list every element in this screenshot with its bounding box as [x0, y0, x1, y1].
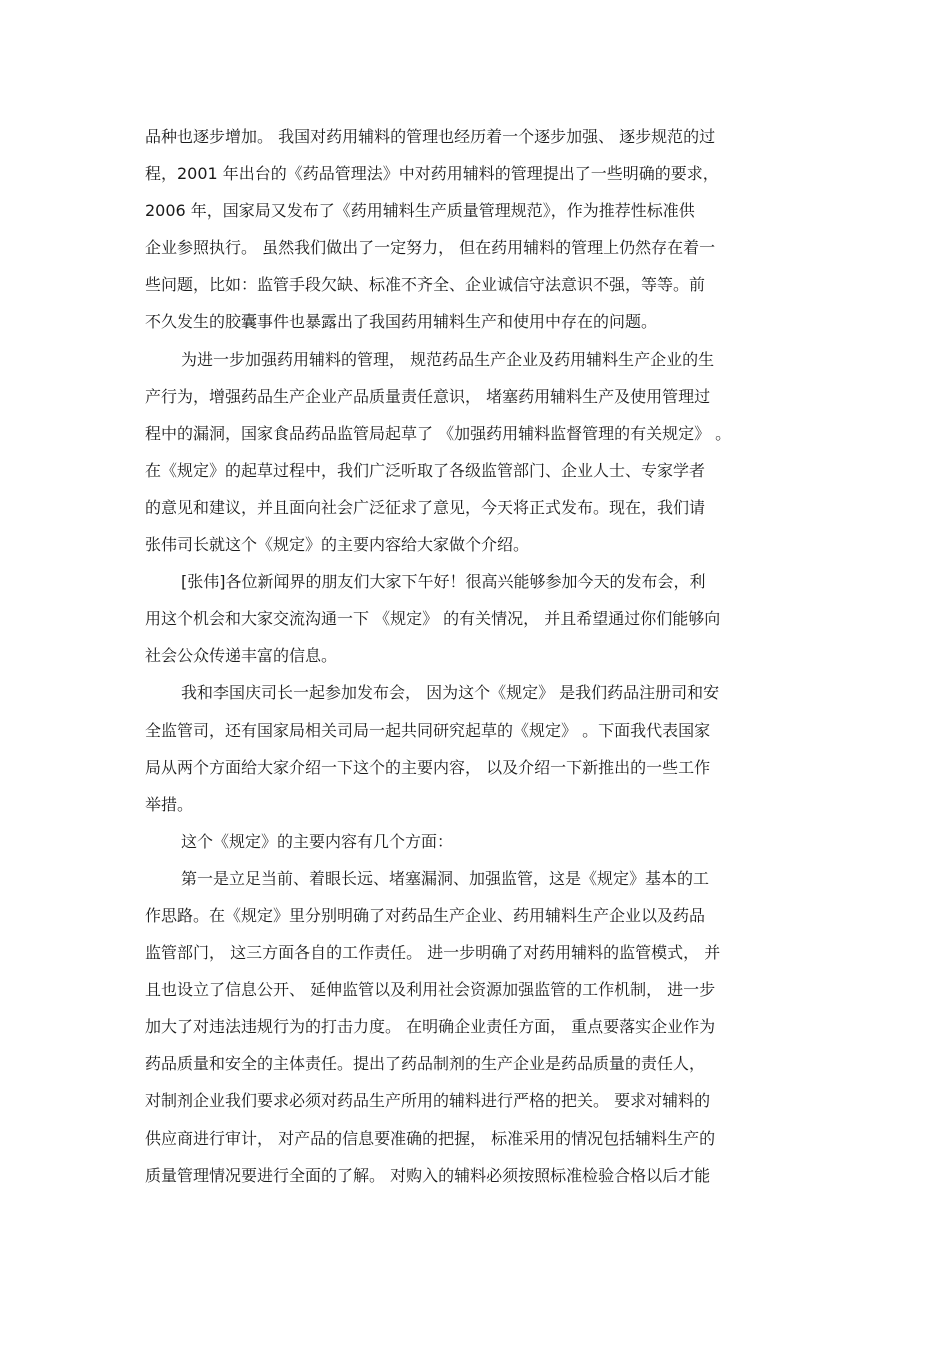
text-line: 对制剂企业我们要求必须对药品生产所用的辅料进行严格的把关。 要求对辅料的 — [145, 1091, 711, 1111]
text-line: 企业参照执行。 虽然我们做出了一定努力， 但在药用辅料的管理上仍然存在着一 — [145, 238, 716, 258]
text-line: 作思路。在《规定》里分别明确了对药品生产企业、药用辅料生产企业以及药品 — [145, 905, 706, 925]
text-line: 质量管理情况要进行全面的了解。 对购入的辅料必须按照标准检验合格以后才能 — [145, 1165, 711, 1185]
text-line: 程，2001 年出台的《药品管理法》中对药用辅料的管理提出了一些明确的要求， — [145, 164, 719, 184]
text-line: 全监管司，还有国家局相关司局一起共同研究起草的《规定》 。下面我代表国家 — [145, 720, 711, 740]
text-line: 不久发生的胶囊事件也暴露出了我国药用辅料生产和使用中存在的问题。 — [145, 312, 658, 332]
text-line: [张伟]各位新闻界的朋友们大家下午好！很高兴能够参加今天的发布会，利 — [181, 572, 706, 592]
text-line: 监管部门， 这三方面各自的工作责任。 进一步明确了对药用辅料的监管模式， 并 — [145, 943, 721, 963]
text-line: 供应商进行审计， 对产品的信息要准确的把握， 标准采用的情况包括辅料生产的 — [145, 1128, 716, 1148]
text-line: 张伟司长就这个《规定》的主要内容给大家做个介绍。 — [145, 535, 530, 555]
text-line: 举措。 — [145, 794, 194, 814]
text-line: 为进一步加强药用辅料的管理， 规范药品生产企业及药用辅料生产企业的生 — [181, 349, 715, 369]
text-line: 这个《规定》的主要内容有几个方面： — [181, 831, 454, 851]
text-line: 品种也逐步增加。 我国对药用辅料的管理也经历着一个逐步加强、 逐步规范的过 — [145, 127, 716, 146]
text-line: 产行为，增强药品生产企业产品质量责任意识， 堵塞药用辅料生产及使用管理过 — [145, 386, 711, 406]
text-line: 社会公众传递丰富的信息。 — [145, 646, 338, 666]
text-line: 第一是立足当前、着眼长远、堵塞漏洞、加强监管，这是《规定》基本的工 — [181, 868, 710, 888]
text-line: 局从两个方面给大家介绍一下这个的主要内容， 以及介绍一下新推出的一些工作 — [145, 757, 711, 777]
text-line: 我和李国庆司长一起参加发布会， 因为这个《规定》 是我们药品注册司和安 — [181, 683, 720, 703]
text-line: 用这个机会和大家交流沟通一下 《规定》 的有关情况， 并且希望通过你们能够向 — [145, 609, 721, 629]
text-line: 加大了对违法违规行为的打击力度。 在明确企业责任方面， 重点要落实企业作为 — [145, 1017, 716, 1037]
text-line: 些问题，比如：监管手段欠缺、标准不齐全、企业诚信守法意识不强，等等。前 — [145, 275, 706, 295]
text-line: 2006 年，国家局又发布了《药用辅料生产质量管理规范》，作为推荐性标准供 — [145, 201, 695, 221]
text-line: 且也设立了信息公开、 延伸监管以及利用社会资源加强监管的工作机制， 进一步 — [145, 980, 716, 1000]
text-line: 的意见和建议，并且面向社会广泛征求了意见，今天将正式发布。现在，我们请 — [145, 497, 706, 517]
body-text — [145, 118, 815, 1194]
text-line: 在《规定》的起草过程中，我们广泛听取了各级监管部门、企业人士、专家学者 — [145, 460, 706, 480]
text-line: 药品质量和安全的主体责任。提出了药品制剂的生产企业是药品质量的责任人， — [145, 1054, 706, 1074]
text-line: 程中的漏洞，国家食品药品监管局起草了 《加强药用辅料监督管理的有关规定》 。 — [145, 423, 732, 443]
